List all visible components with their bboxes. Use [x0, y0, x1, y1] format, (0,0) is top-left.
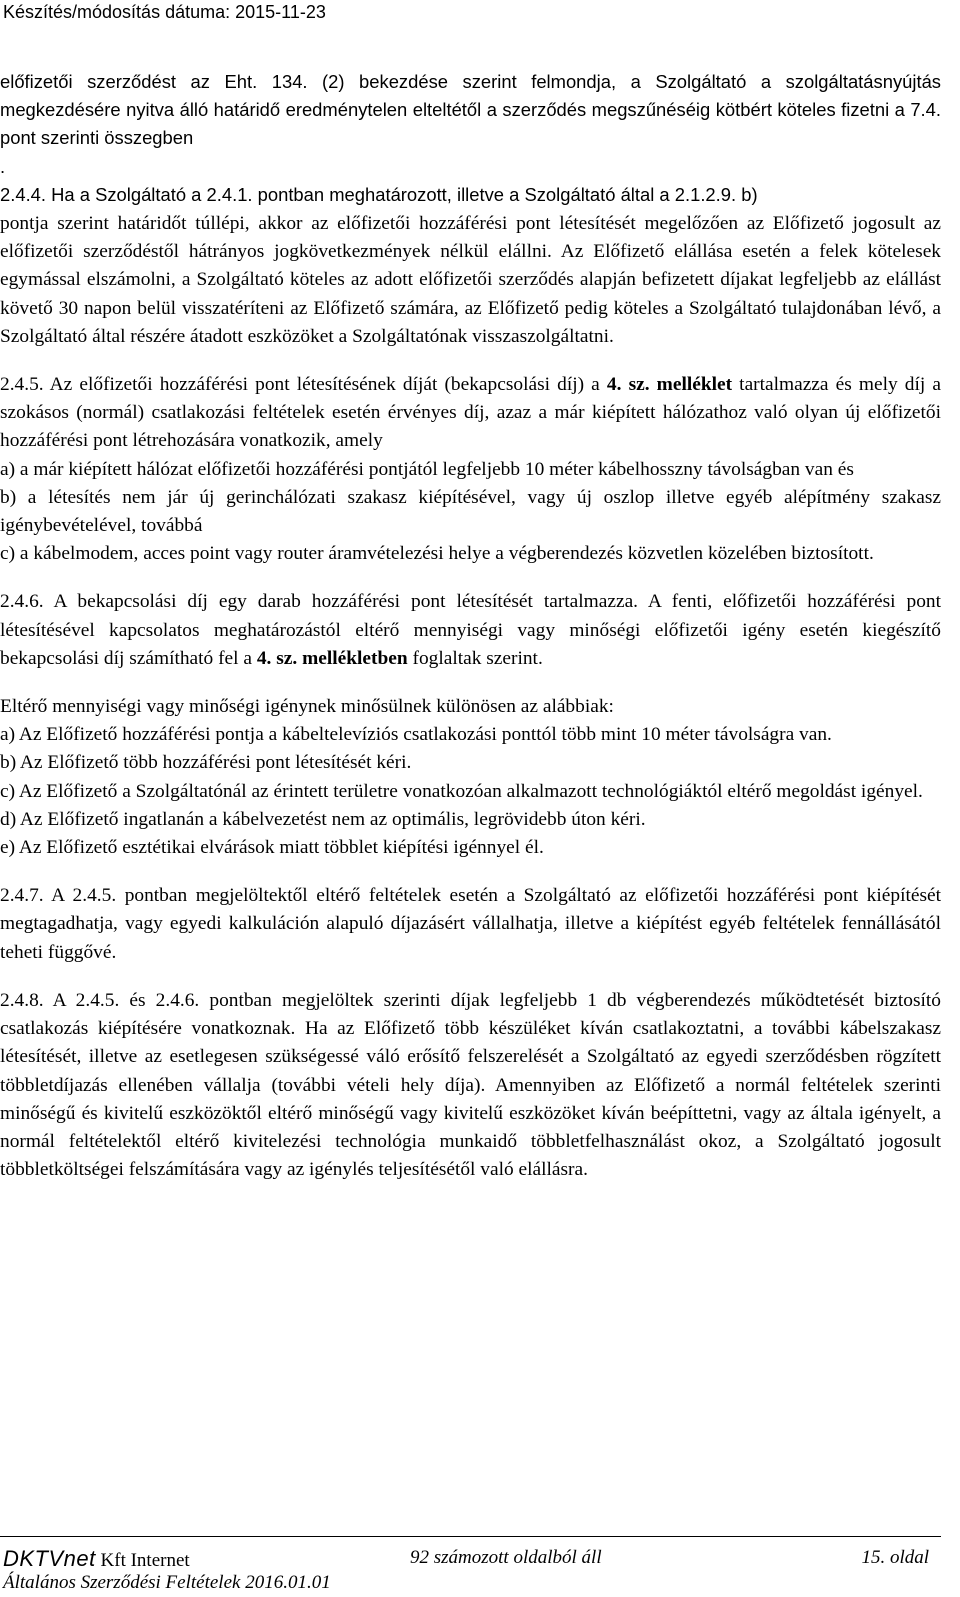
deviation-item-a: a) Az Előfizető hozzáférési pontja a kábeltelevíziós csatlakozási ponttól több mint 10 méter távolságra van.	[0, 724, 832, 746]
annex-4-reference: 4. sz. melléklet	[606, 374, 733, 396]
deviation-item-c: c) Az Előfizető a Szolgáltatónál az érintett területre vonatkozóan alkalmazott technológiáktól eltérő megoldást igényel.	[0, 780, 923, 802]
section-2-4-6	[0, 588, 941, 673]
brand-suffix: Kft Internet	[100, 1550, 190, 1571]
paragraph-intro-dot: .	[0, 155, 6, 177]
deviation-intro: Eltérő mennyiségi vagy minőségi igénynek minősülnek különösen az alábbiak:	[0, 696, 614, 718]
list-item-c: c) a kábelmodem, acces point vagy router áramvételezési helye a végberendezés közvetlen közelében biztosított.	[0, 543, 874, 565]
footer-rule	[0, 1536, 941, 1537]
section-2-4-4-text-a: 2.4.4. Ha a Szolgáltató a 2.4.1. pontban meghatározott, illetve a Szolgáltató által a 2.1.2.9. b)	[0, 183, 758, 205]
section-2-4-5	[0, 371, 941, 456]
deviation-item-b: b) Az Előfizető több hozzáférési pont létesítését kéri.	[0, 752, 412, 774]
spacer	[0, 351, 941, 371]
section-2-4-8: 2.4.8. A 2.4.5. és 2.4.6. pontban megjelöltek szerinti díjak legfeljebb 1 db végberendezés működtetését biztosító csatlakozás kiépítésére vonatkoznak. Ha az Előfizető több készüléket kíván csatlakoztatni, a további kábelszakasz létesítését, illetve az esetlegesen szükségessé váló erősítő felszerelését a Szolgáltató az egyedi szerződésben rögzített többletdíjazás ellenében vállalja (további vételi hely díja). Amennyiben az Előfizető a normál feltételek szerinti minőségű és kivitelű eszközöktől eltérő minőségű vagy kivitelű eszközöket kíván beépíttetni, vagy az általa igényelt, a normál feltételektől eltérő kivitelezési technológia munkaidő többletfelhasználást okoz, a Szolgáltató jogosult többletköltségei felszámítására vagy az igénylés teljesítésétől való elállásra.	[0, 989, 941, 1181]
section-2-4-6-text-c: foglaltak szerint.	[407, 647, 543, 669]
section-2-4-5-text-c: tartalmazza és mely díj a szokásos (normál) csatlakozási feltételek esetén érvényes díj, azaz a már kiépített hálózathoz való olyan új előfizetői hozzáférési pont létrehozására vonatkozik, amely	[0, 374, 941, 452]
list-item-b: b) a létesítés nem jár új gerinchálózati szakasz kiépítésével, vagy új oszlop illetve egyéb alépítmény szakasz igénybevételével, továbbá	[0, 486, 941, 537]
deviation-item-e: e) Az Előfizető esztétikai elvárások miatt többlet kiépítési igénnyel él.	[0, 837, 544, 859]
footer-page-number: 15. oldal	[861, 1547, 929, 1568]
header-date: Készítés/módosítás dátuma: 2015-11-23	[3, 2, 326, 22]
section-2-4-7: 2.4.7. A 2.4.5. pontban megjelöltektől eltérő feltételek esetén a Szolgáltató az előfizetői hozzáférési pont kiépítését megtagadhatja, vagy egyedi kalkuláción alapuló díjazásért vállalhatja, illetve a kiépítést egyéb feltételek fennállásától teheti függővé.	[0, 885, 941, 963]
paragraph-intro: előfizetői szerződést az Eht. 134. (2) bekezdése szerint felmondja, a Szolgáltató a szolgáltatásnyújtás megkezdésére nyitva álló határidő eredménytelen elteltétől a szerződés megszűnéséig kötbért köteles fizetni a 7.4. pont szerinti összegben	[0, 71, 941, 149]
footer-page-count: 92 számozott oldalból áll	[410, 1547, 602, 1568]
spacer	[0, 568, 941, 588]
brand-logo-text: DKTVnet	[3, 1546, 96, 1571]
spacer	[0, 862, 941, 882]
section-2-4-5-text-a: 2.4.5. Az előfizetői hozzáférési pont létesítésének díját (bekapcsolási díj) a	[0, 374, 607, 396]
footer-brand	[3, 1546, 190, 1572]
footer-document-title: Általános Szerződési Feltételek 2016.01.01	[3, 1572, 331, 1593]
page-footer	[0, 1536, 941, 1594]
section-2-4-4: pontja szerint határidőt túllépi, akkor az előfizetői hozzáférési pont létesítését megelőzően az Előfizető jogosult az előfizetői szerződéstől hátrányos jogkövetkezmények nélkül elállni. Az Előfizető elállása esetén a felek kötelesek egymással elszámolni, a Szolgáltató köteles az adott előfizetői szerződés alapján befizetett díjakat legfeljebb az elállást követő 30 napon belül visszatéríteni az Előfizető számára, az Előfizető pedig köteles a Szolgáltató tulajdonában lévő, a Szolgáltató által részére átadott eszközöket a Szolgáltatónak visszaszolgáltatni.	[0, 213, 941, 347]
deviation-item-d: d) Az Előfizető ingatlanán a kábelvezetést nem az optimális, legrövidebb úton kéri.	[0, 808, 646, 830]
section-2-4-4-heading-line	[0, 181, 941, 210]
section-2-4-6-text-a: 2.4.6. A bekapcsolási díj egy darab hozzáférési pont létesítését tartalmazza. A fenti, előfizetői hozzáférési pont létesítésével kapcsolatos meghatározástól eltérő mennyiségi vagy minőségi előfizetői igény esetén kiegészítő bekapcsolási díj számítható fel a	[0, 591, 941, 669]
list-item-a: a) a már kiépített hálózat előfizetői hozzáférési pontjától legfeljebb 10 méter kábelhosszny távolságban van és	[0, 458, 854, 480]
annex-4-reference: 4. sz. mellékletben	[256, 647, 408, 669]
spacer	[0, 967, 941, 987]
document-body	[0, 68, 941, 1184]
spacer	[0, 673, 941, 693]
